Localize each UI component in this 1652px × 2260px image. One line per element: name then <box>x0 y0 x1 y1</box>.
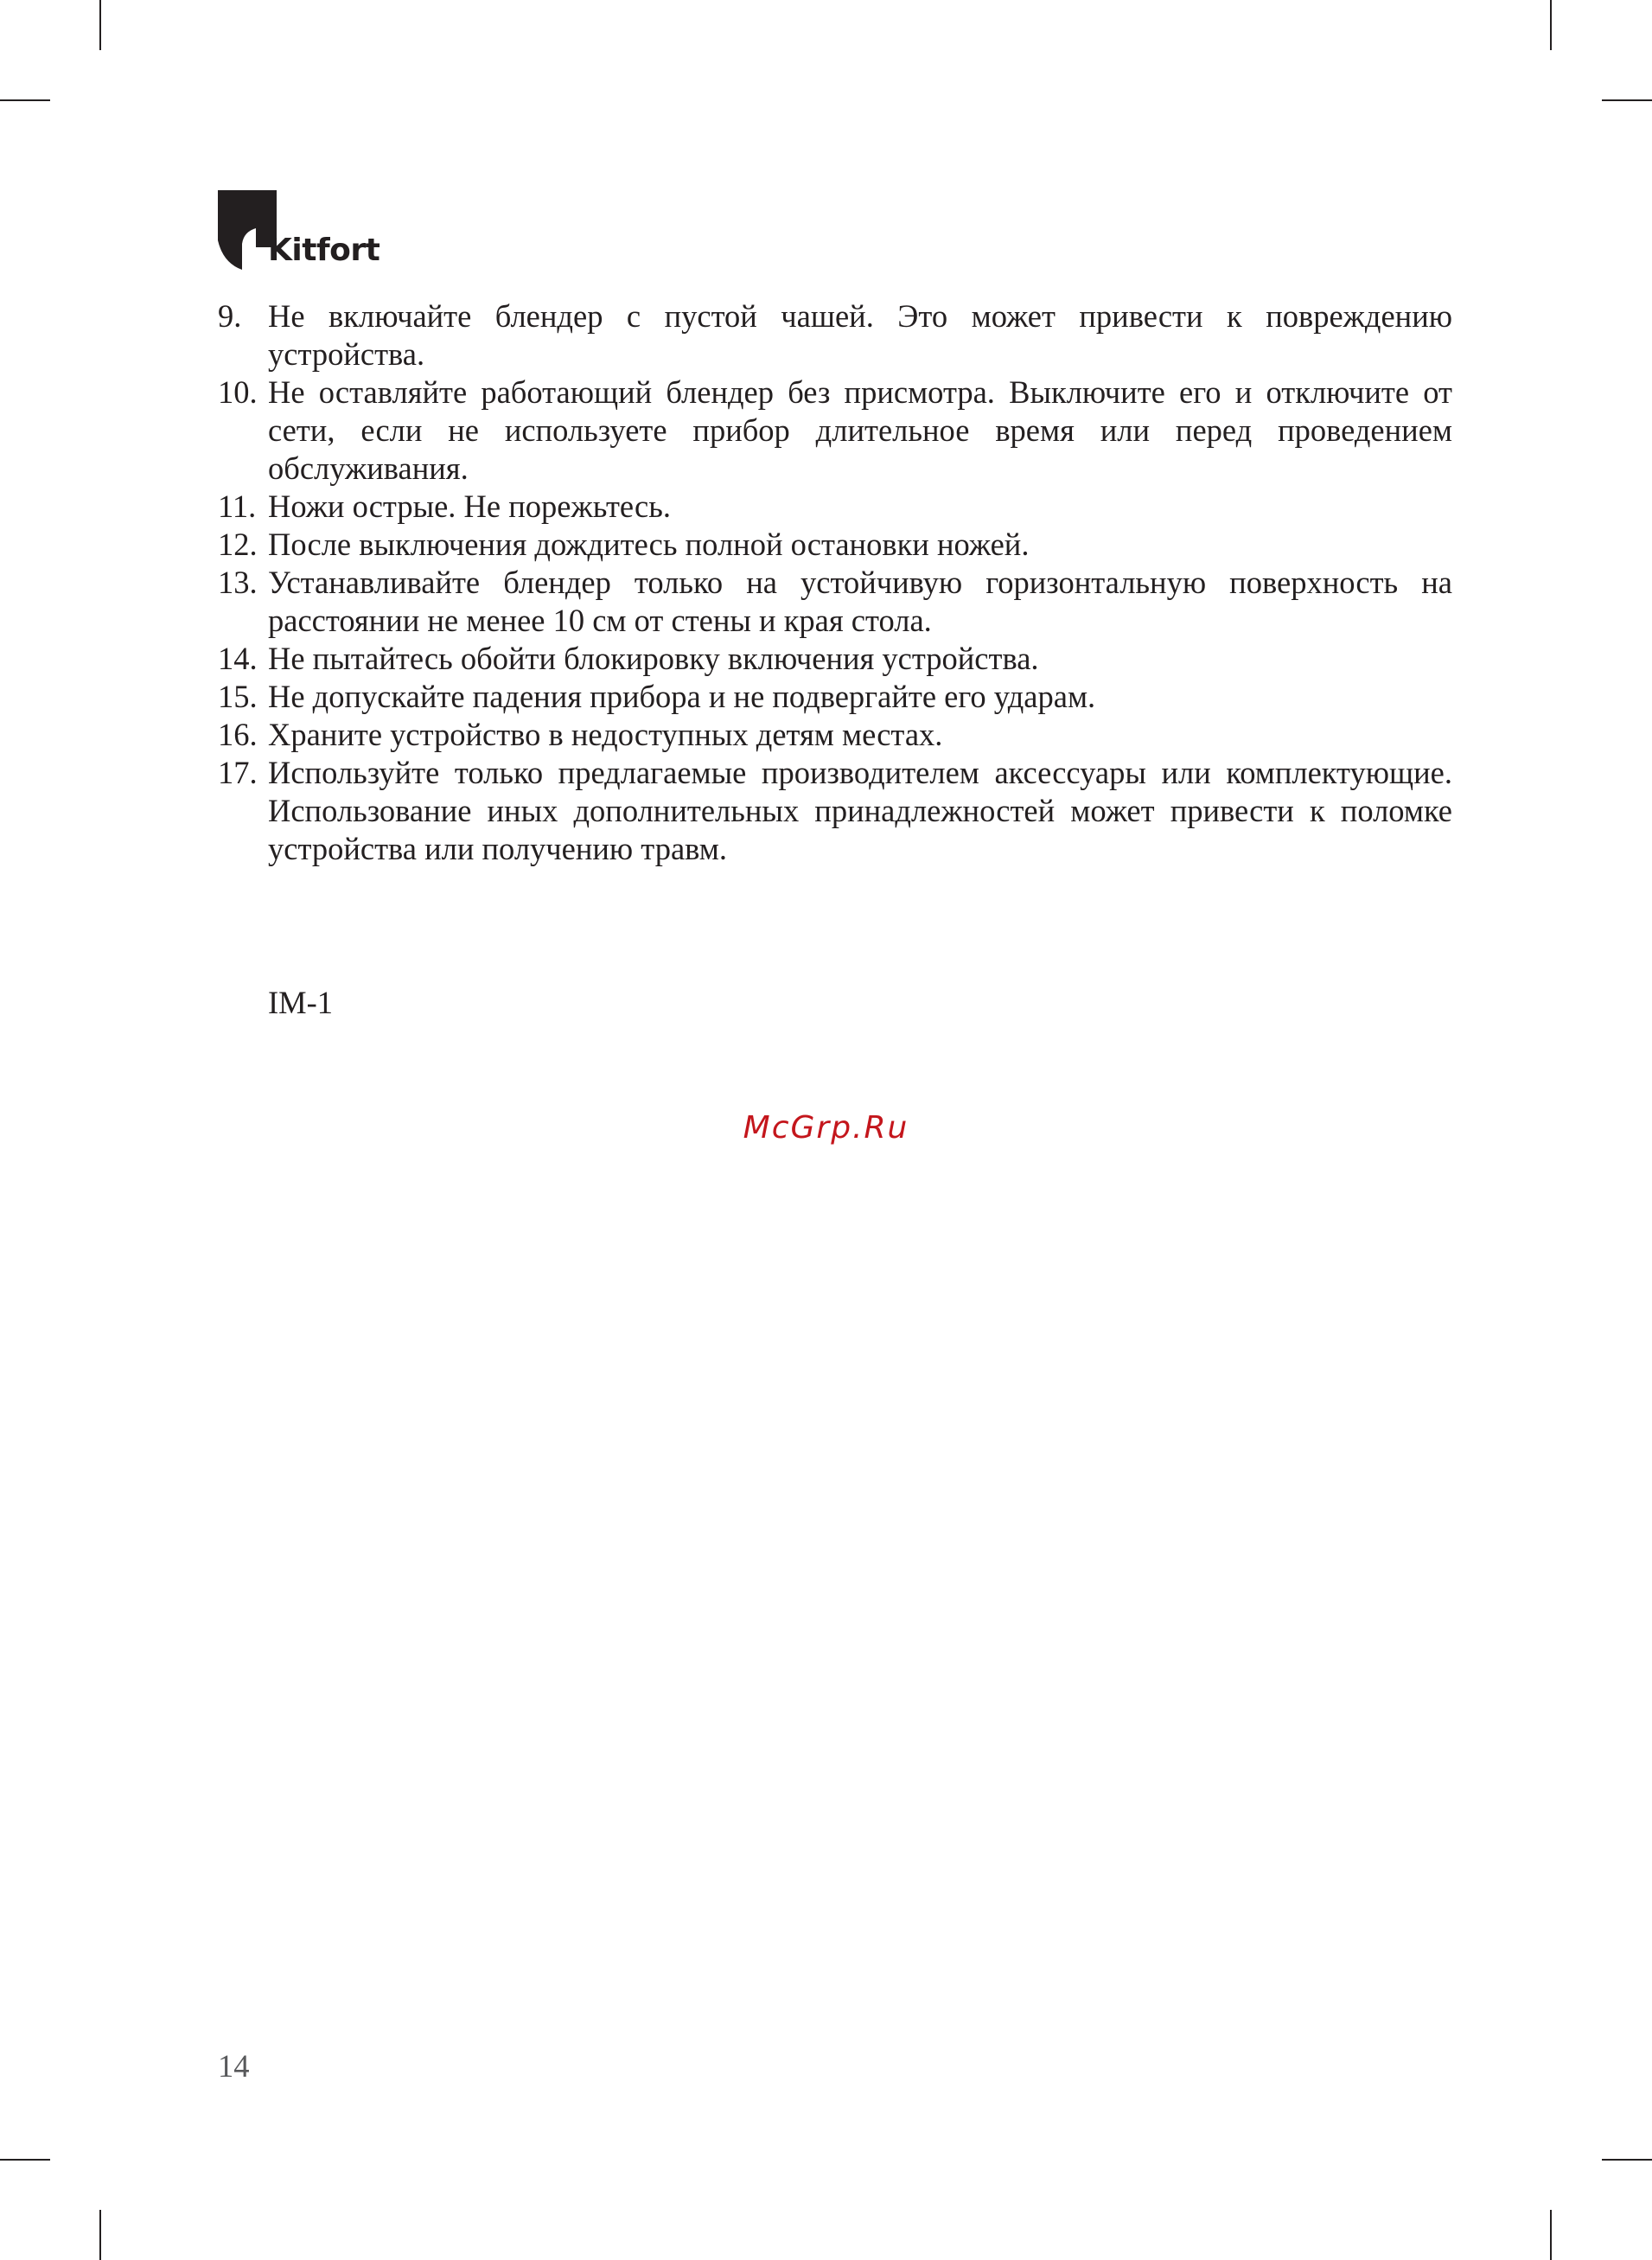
list-item <box>218 564 1452 640</box>
item-text: Не допускайте падения прибора и не подвергайте его ударам. <box>268 679 1096 714</box>
list-item <box>218 640 1452 678</box>
item-text: Устанавливайте блендер только на устойчивую горизонтальную поверхность на расстоянии не менее 10 см от стены и края стола. <box>268 565 1452 638</box>
item-number: 17. <box>218 755 258 790</box>
item-text: Не оставляйте работающий блендер без присмотра. Выключите его и отключите от сети, если не используете прибор длительное время или перед проведением обслуживания. <box>268 374 1452 486</box>
item-number: 13. <box>218 565 258 600</box>
safety-instructions-list <box>218 297 1452 868</box>
item-text: Не пытайтесь обойти блокировку включения устройства. <box>268 641 1039 676</box>
brand-name: Kitfort <box>268 233 380 268</box>
item-text: Храните устройство в недоступных детям местах. <box>268 717 943 752</box>
list-item <box>218 297 1452 373</box>
item-number: 16. <box>218 717 258 752</box>
crop-mark-top-right-horizontal <box>1602 99 1652 101</box>
brand-logo <box>218 190 391 277</box>
item-number: 10. <box>218 374 258 410</box>
list-item <box>218 373 1452 488</box>
list-item <box>218 526 1452 564</box>
crop-mark-bottom-left-horizontal <box>0 2159 50 2161</box>
item-number: 12. <box>218 527 258 562</box>
watermark-link[interactable]: McGrp.Ru <box>743 1110 909 1146</box>
item-number: 11. <box>218 488 257 524</box>
item-text: После выключения дождитесь полной остановки ножей. <box>268 527 1030 562</box>
crop-mark-top-left-horizontal <box>0 99 50 101</box>
list-item <box>218 488 1452 526</box>
item-text: Используйте только предлагаемые производителем аксессуары или комплектующие. Использование иных дополнительных принадлежностей может привести к поломке устройства или получению травм. <box>268 755 1452 866</box>
crop-mark-bottom-right-vertical <box>1550 2210 1552 2260</box>
crop-mark-top-left-vertical <box>99 0 101 50</box>
crop-mark-bottom-left-vertical <box>99 2210 101 2260</box>
item-number: 9. <box>218 298 242 334</box>
item-text: Ножи острые. Не порежьтесь. <box>268 488 671 524</box>
crop-mark-bottom-right-horizontal <box>1602 2159 1652 2161</box>
list-item <box>218 678 1452 716</box>
item-number: 14. <box>218 641 258 676</box>
item-text: Не включайте блендер с пустой чашей. Это может привести к повреждению устройства. <box>268 298 1452 372</box>
model-code: IM-1 <box>268 985 334 1020</box>
list-item <box>218 754 1452 868</box>
item-number: 15. <box>218 679 258 714</box>
page-number: 14 <box>218 2048 250 2084</box>
list-item <box>218 716 1452 754</box>
crop-mark-top-right-vertical <box>1550 0 1552 50</box>
